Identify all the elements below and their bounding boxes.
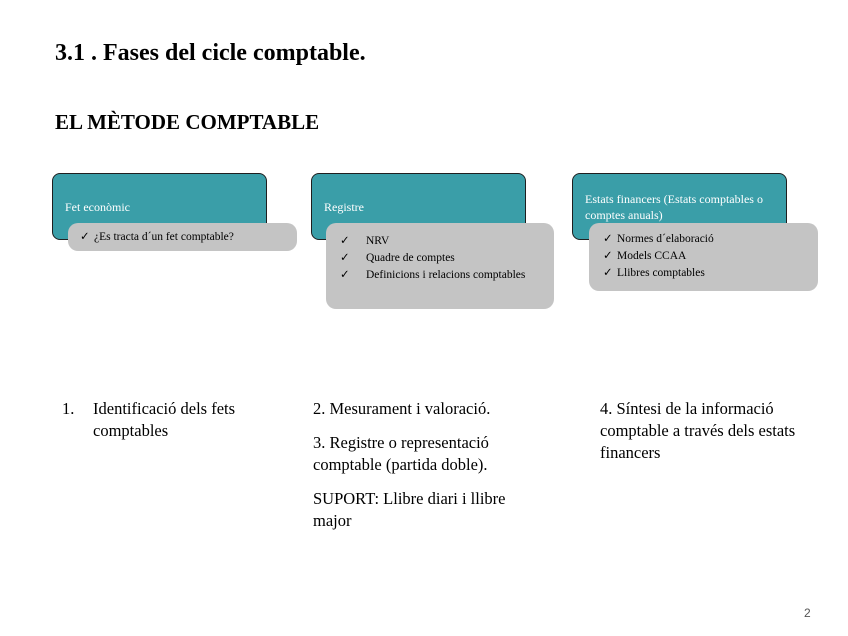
phase-box-label: Estats financers (Estats comptables o comptes anuals) [585,191,763,222]
detail-item: ✓ ¿Es tracta d´un fet comptable? [80,229,297,246]
page-number: 2 [804,606,811,620]
step-3-text: 3. Registre o representació comptable (partida doble). [313,433,489,474]
phase-details-fet-economic [68,223,297,251]
step-4-text: 4. Síntesi de la informació comptable a través dels estats financers [600,399,796,462]
detail-item: ✓ Normes d´elaboració [603,231,818,248]
phase-box-label: Fet econòmic [65,199,130,214]
section-heading: EL MÈTODE COMPTABLE [55,110,320,134]
detail-item: ✓ Quadre de comptes [340,250,554,267]
step-description: Identificació dels fets comptables [93,399,236,440]
check-icon: ✓ [340,269,350,281]
check-icon: ✓ [80,231,90,243]
step-2-text: 2. Mesurament i valoració. [313,399,491,418]
page-title: 3.1 . Fases del cicle comptable. [55,40,366,66]
detail-item: ✓ Definicions i relacions comptables [340,267,554,284]
phase-details-registre [326,223,554,309]
steps-2-3-text [313,398,543,544]
detail-item: ✓ Llibres comptables [603,265,818,282]
phase-details-estats-financers [589,223,818,291]
detail-item: ✓ Models CCAA [603,248,818,265]
check-icon: ✓ [603,267,613,279]
check-icon: ✓ [340,235,350,247]
phase-box-label: Registre [324,199,364,214]
step-1-text [62,398,262,442]
check-icon: ✓ [603,233,613,245]
check-icon: ✓ [340,252,350,264]
detail-item: ✓ NRV [340,233,554,250]
check-icon: ✓ [603,250,613,262]
step-number: 1. [62,399,75,418]
support-text: SUPORT: Llibre diari i llibre major [313,489,506,530]
